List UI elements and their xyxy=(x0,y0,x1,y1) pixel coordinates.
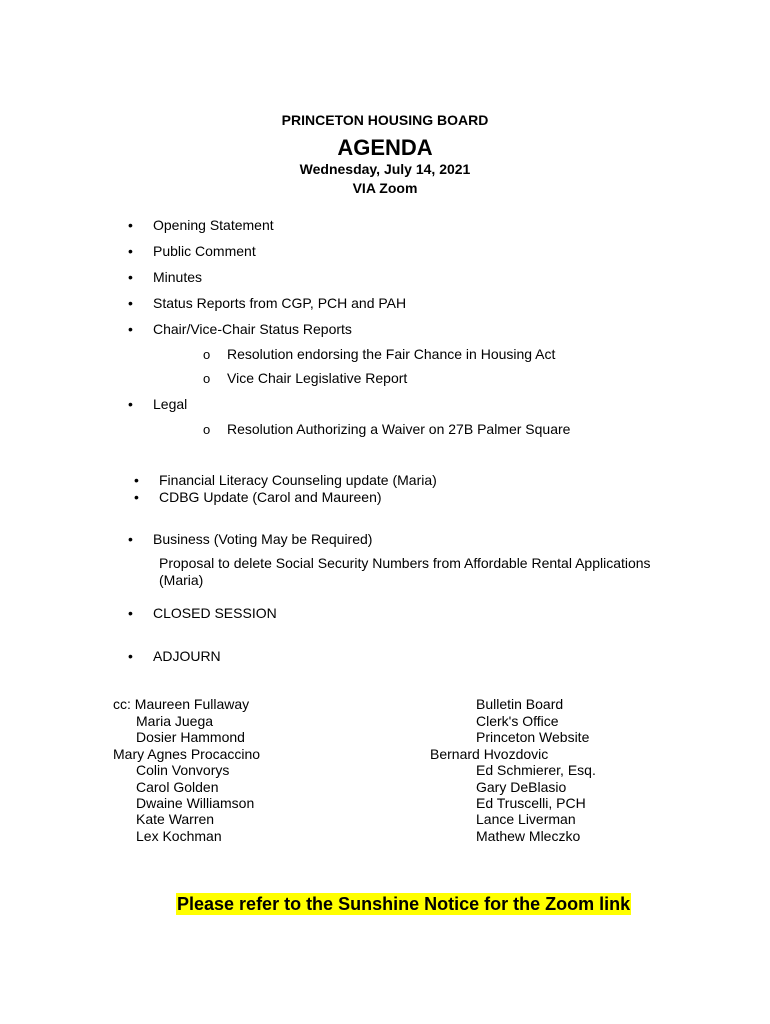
agenda-item-label: Opening Statement xyxy=(153,217,274,233)
bullet-icon: • xyxy=(128,396,133,412)
cc-recipient: Mathew Mleczko xyxy=(476,827,581,844)
cc-recipient: Clerk's Office xyxy=(476,712,559,729)
cc-recipient: Colin Vonvorys xyxy=(136,762,230,778)
bullet-icon: • xyxy=(128,243,133,259)
bullet-icon: • xyxy=(134,472,139,488)
agenda-item-label: Public Comment xyxy=(153,243,256,259)
agenda-subitem-label: Resolution Authorizing a Waiver on 27B Palmer Square xyxy=(227,421,571,437)
zoom-notice: Please refer to the Sunshine Notice for the Zoom link xyxy=(177,894,631,914)
agenda-item-label: Business (Voting May be Required) xyxy=(153,531,373,547)
meeting-venue: VIA Zoom xyxy=(352,180,418,196)
bullet-icon: • xyxy=(128,648,133,664)
bullet-icon: • xyxy=(128,217,133,233)
circle-bullet-icon: o xyxy=(203,371,211,386)
bullet-icon: • xyxy=(134,489,139,505)
cc-recipient: Maria Juega xyxy=(136,712,214,729)
cc-recipient: Ed Schmierer, Esq. xyxy=(476,762,596,778)
cc-recipient: Ed Truscelli, PCH xyxy=(476,795,586,811)
agenda-item-label: Chair/Vice-Chair Status Reports xyxy=(153,321,352,337)
cc-recipient: Dosier Hammond xyxy=(136,729,245,745)
cc-recipient: Bernard Hvozdovic xyxy=(430,745,549,762)
cc-recipient: Kate Warren xyxy=(136,811,215,827)
bullet-icon: • xyxy=(128,295,133,311)
cc-recipient: Mary Agnes Procaccino xyxy=(113,745,261,762)
cc-recipient: Princeton Website xyxy=(476,729,590,745)
agenda-item-label: CLOSED SESSION xyxy=(153,605,277,621)
cc-recipient: Dwaine Williamson xyxy=(136,795,255,811)
agenda-item-detail: Proposal to delete Social Security Numbers from Affordable Rental Applications (Maria) xyxy=(159,555,651,588)
agenda-subitem-label: Resolution endorsing the Fair Chance in Housing Act xyxy=(227,346,556,362)
agenda-subitem-label: Vice Chair Legislative Report xyxy=(227,370,408,386)
cc-recipient: Gary DeBlasio xyxy=(476,778,567,795)
circle-bullet-icon: o xyxy=(203,422,211,437)
bullet-icon: • xyxy=(128,605,133,621)
cc-recipient: Lex Kochman xyxy=(136,827,222,844)
agenda-item-label: CDBG Update (Carol and Maureen) xyxy=(159,489,382,505)
agenda-item-label: Status Reports from CGP, PCH and PAH xyxy=(153,295,407,311)
bullet-icon: • xyxy=(128,321,133,337)
bullet-icon: • xyxy=(128,531,133,547)
cc-recipient: cc: Maureen Fullaway xyxy=(113,696,250,712)
agenda-item-label: Minutes xyxy=(153,269,203,285)
meeting-date: Wednesday, July 14, 2021 xyxy=(299,161,471,177)
bullet-icon: • xyxy=(128,269,133,285)
cc-recipient: Lance Liverman xyxy=(476,811,576,827)
organization-name: PRINCETON HOUSING BOARD xyxy=(281,112,489,128)
cc-recipient: Bulletin Board xyxy=(476,696,564,712)
cc-recipient: Carol Golden xyxy=(136,778,219,795)
circle-bullet-icon: o xyxy=(203,347,211,362)
agenda-item-label: Financial Literacy Counseling update (Maria) xyxy=(159,472,437,488)
agenda-title: AGENDA xyxy=(337,135,433,160)
agenda-item-label: Legal xyxy=(153,396,188,412)
agenda-item-label: ADJOURN xyxy=(153,648,221,664)
